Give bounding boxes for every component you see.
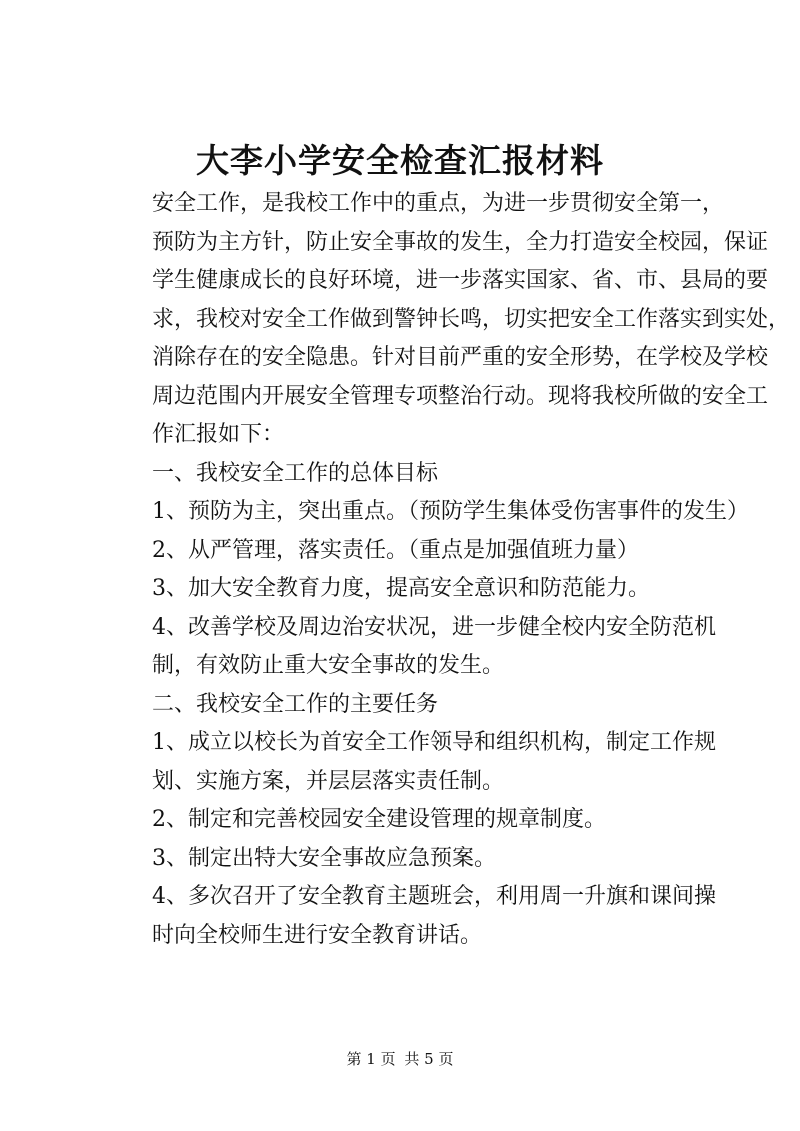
text-line: 3、加大安全教育力度，提高安全意识和防范能力。: [152, 576, 650, 601]
text-line: 1、成立以校长为首安全工作领导和组织机构，制定工作规: [152, 730, 716, 755]
section-heading-main-tasks: [108, 686, 702, 725]
text-line: 制，有效防止重大安全事故的发生。: [152, 653, 505, 678]
text-line: 求，我校对安全工作做到警钟长鸣，切实把安全工作落实到实处，: [152, 306, 791, 332]
text-line: 4、改善学校及周边治安状况，进一步健全校内安全防范机: [152, 614, 716, 640]
text-line: 2、从严管理，落实责任。（重点是加强值班力量）: [152, 537, 639, 563]
task-item-3: [108, 840, 702, 879]
text-line: 3、制定出特大安全事故应急预案。: [152, 845, 496, 871]
task-item-1: [108, 724, 716, 801]
task-item-4: [108, 878, 716, 955]
text-line: 时向全校师生进行安全教育讲话。: [152, 922, 483, 948]
goal-item-3: [108, 570, 702, 609]
text-line: 预防为主方针，防止安全事故的发生，全力打造安全校园，保证: [152, 229, 769, 255]
text-line: 划、实施方案，并层层落实责任制。: [152, 768, 505, 794]
text-line: 学生健康成长的良好环境，进一步落实国家、省、市、县局的要: [152, 268, 769, 293]
text-line: 作汇报如下：: [152, 422, 285, 447]
document-title: 大李小学安全检查汇报材料: [196, 141, 604, 180]
text-line: 1、预防为主，突出重点。（预防学生集体受伤害事件的发生）: [152, 499, 749, 524]
text-line: 2、制定和完善校园安全建设管理的规章制度。: [152, 807, 606, 832]
page-footer: [0, 1047, 800, 1071]
page-number: 第 1 页: [346, 1050, 396, 1068]
goal-item-4: [108, 609, 716, 686]
text-line: 4、多次召开了安全教育主题班会，利用周一升旗和课间操: [152, 884, 716, 909]
text-line: 二、我校安全工作的主要任务: [152, 691, 439, 717]
task-item-2: [108, 801, 702, 840]
text-line: 周边范围内开展安全管理专项整治行动。现将我校所做的安全工: [152, 383, 769, 409]
text-line: 一、我校安全工作的总体目标: [152, 460, 439, 486]
goal-item-1: [108, 493, 749, 532]
section-heading-overall-goals: [108, 455, 702, 494]
document-body: [108, 185, 791, 955]
goal-item-2: [108, 532, 702, 571]
text-line: 消除存在的安全隐患。针对目前严重的安全形势，在学校及学校: [152, 345, 769, 370]
text-line: 安全工作，是我校工作中的重点，为进一步贯彻安全第一，: [152, 191, 725, 216]
paragraph-intro: [108, 185, 791, 455]
page-total: 共 5 页: [404, 1050, 454, 1068]
